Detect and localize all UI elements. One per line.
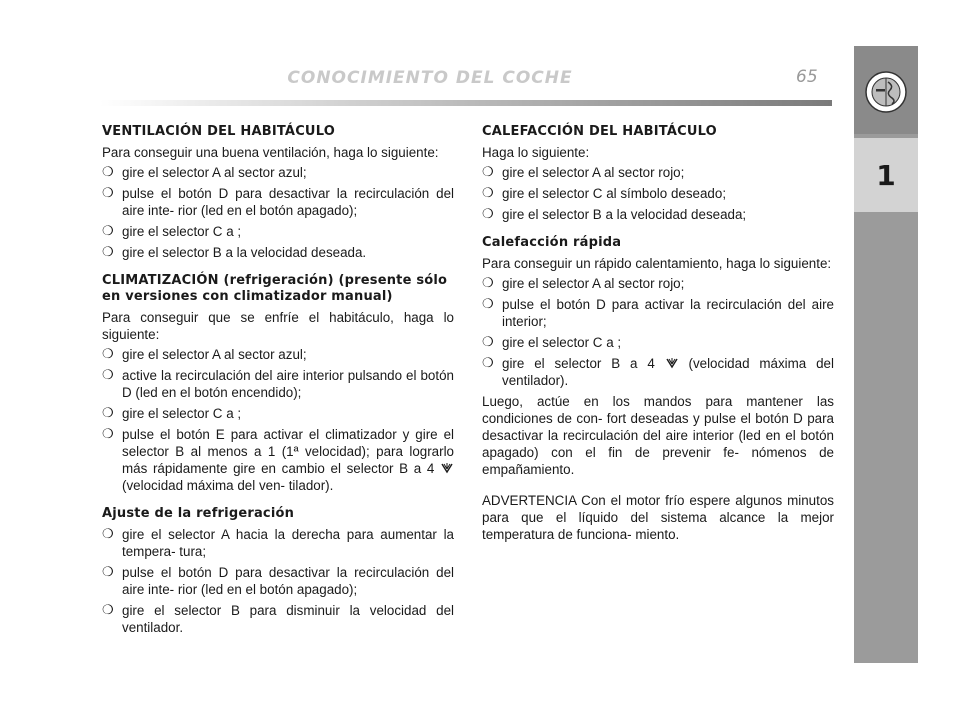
- page-header-title: CONOCIMIENTO DEL COCHE: [287, 68, 573, 88]
- fan-max-speed-icon: [440, 462, 454, 474]
- chapter-side-tab: [854, 46, 918, 663]
- bullet-icon: ❍: [102, 244, 114, 259]
- logo-block: [854, 46, 918, 134]
- list-item: ❍ pulse el botón D para activar la recirculación del aire interior;: [482, 296, 834, 329]
- bullet-icon: ❍: [102, 346, 114, 361]
- bullet-icon: ❍: [102, 405, 114, 420]
- list-item: ❍ gire el selector A al sector azul;: [102, 164, 307, 180]
- bullet-list: [102, 346, 454, 494]
- bullet-icon: ❍: [102, 367, 114, 382]
- bullet-icon: ❍: [482, 296, 494, 311]
- bullet-icon: ❍: [482, 355, 494, 370]
- bullet-icon: ❍: [102, 602, 114, 617]
- list-item: ❍ pulse el botón E para activar el climatizador y gire el selector B al menos a 1 (1ª velocidad); para lograrlo más rápidamente gire en cambio el selector B a 4 (velocidad máxima del ven- tilador).: [102, 426, 454, 493]
- paragraph: Luego, actúe en los mandos para mantener las condiciones de con- fort deseadas y pulse el botón D para desactivar la recirculación del aire interior (led en el botón apagado) con el fin de prevenir fe- nómenos de empañamiento.: [482, 394, 834, 477]
- paragraph: Para conseguir una buena ventilación, haga lo siguiente:: [102, 145, 439, 160]
- chapter-number: 1: [854, 138, 918, 212]
- paragraph: Haga lo siguiente:: [482, 145, 590, 160]
- list-item: ❍ gire el selector C a ;: [482, 334, 622, 350]
- bullet-icon: ❍: [102, 526, 114, 541]
- list-item: ❍ gire el selector A al sector rojo;: [482, 275, 685, 291]
- bullet-icon: ❍: [102, 164, 114, 179]
- section-heading-ventilacion: VENTILACIÓN DEL HABITÁCULO: [102, 124, 335, 139]
- bullet-icon: ❍: [482, 334, 494, 349]
- section-heading-calefaccion: CALEFACCIÓN DEL HABITÁCULO: [482, 124, 717, 139]
- alfa-romeo-logo-icon: [864, 70, 908, 114]
- list-item: ❍ gire el selector A al sector azul;: [102, 346, 307, 362]
- list-item: ❍ pulse el botón D para desactivar la recirculación del aire inte- rior (led en el botón apagado);: [102, 185, 454, 218]
- bullet-list: [102, 164, 454, 261]
- bullet-icon: ❍: [482, 164, 494, 179]
- list-item: ❍ active la recirculación del aire interior pulsando el botón D (led en el botón encendido);: [102, 367, 454, 400]
- warning-paragraph: ADVERTENCIA Con el motor frío espere algunos minutos para que el líquido del sistema alcance la mejor temperatura de funciona- miento.: [482, 493, 834, 542]
- paragraph: Para conseguir un rápido calentamiento, haga lo siguiente:: [482, 256, 832, 271]
- list-item: ❍ pulse el botón D para desactivar la recirculación del aire inte- rior (led en el botón apagado);: [102, 564, 454, 597]
- list-item: ❍ gire el selector C a ;: [102, 405, 242, 421]
- list-item: ❍ gire el selector B a la velocidad deseada.: [102, 244, 367, 260]
- bullet-list: [482, 164, 834, 223]
- right-column: [482, 124, 834, 546]
- bullet-icon: ❍: [482, 185, 494, 200]
- bullet-icon: ❍: [102, 223, 114, 238]
- bullet-icon: ❍: [102, 426, 114, 441]
- section-heading-climatizacion: CLIMATIZACIÓN (refrigeración) (presente sólo en versiones con climatizador manual): [102, 273, 448, 304]
- left-column: [102, 124, 454, 640]
- bullet-icon: ❍: [102, 564, 114, 579]
- section-heading-ajuste: Ajuste de la refrigeración: [102, 506, 295, 521]
- fan-max-speed-icon: [665, 357, 679, 369]
- list-item: ❍ gire el selector B a la velocidad deseada;: [482, 206, 747, 222]
- bullet-list: [102, 526, 454, 636]
- bullet-list: [482, 275, 834, 389]
- list-item: ❍ gire el selector B para disminuir la velocidad del ventilador.: [102, 602, 454, 635]
- page-number: 65: [796, 67, 818, 87]
- list-item: ❍ gire el selector A al sector rojo;: [482, 164, 685, 180]
- list-item: ❍ gire el selector C a ;: [102, 223, 242, 239]
- bullet-icon: ❍: [482, 206, 494, 221]
- list-item: ❍ gire el selector B a 4 (velocidad máxima del ventilador).: [482, 355, 834, 388]
- paragraph: Para conseguir que se enfríe el habitáculo, haga lo siguiente:: [102, 310, 454, 342]
- bullet-icon: ❍: [102, 185, 114, 200]
- header-rule: [100, 100, 832, 106]
- section-heading-calefaccion-rapida: Calefacción rápida: [482, 235, 622, 250]
- bullet-icon: ❍: [482, 275, 494, 290]
- list-item: ❍ gire el selector A hacia la derecha para aumentar la tempera- tura;: [102, 526, 454, 559]
- list-item: ❍ gire el selector C al símbolo deseado;: [482, 185, 727, 201]
